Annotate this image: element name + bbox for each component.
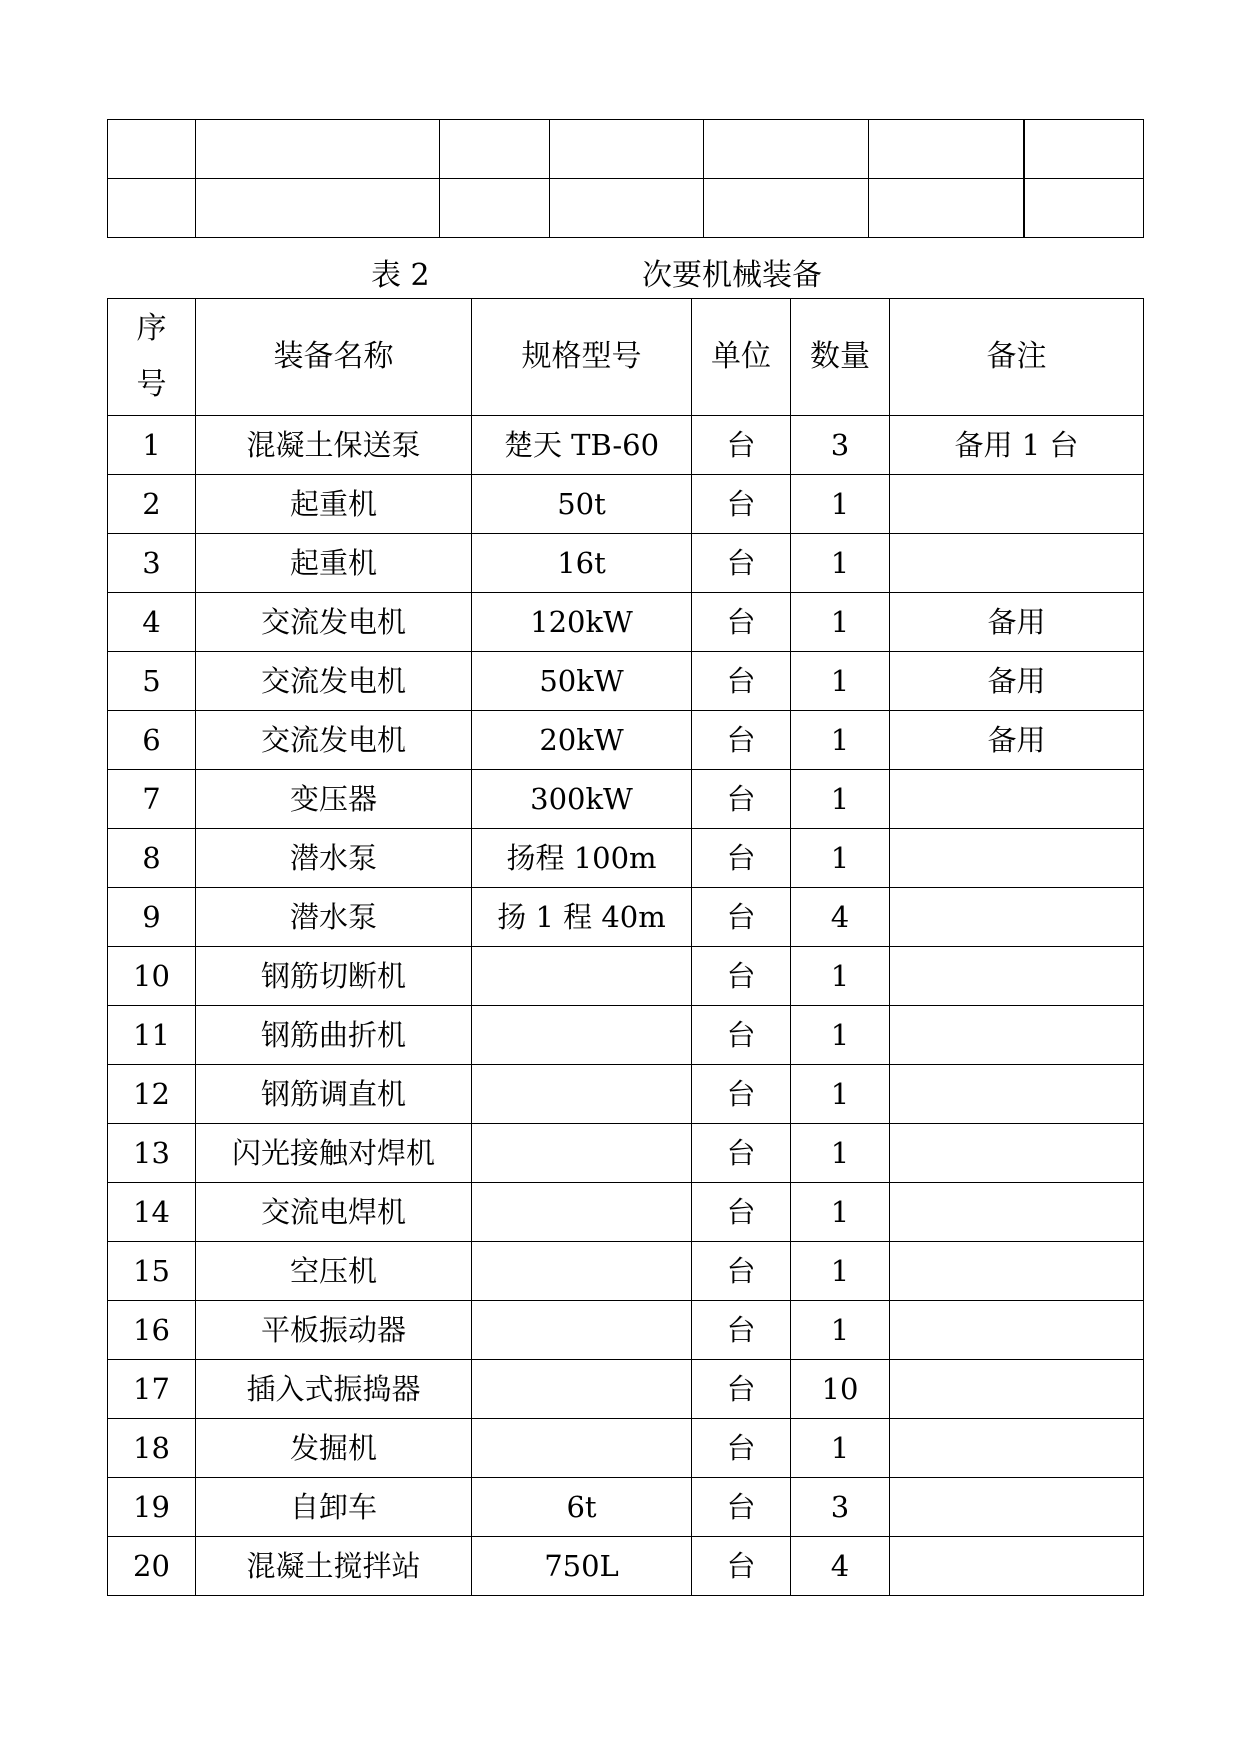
header-unit: 单位 <box>692 299 791 416</box>
cell-unit: 台 <box>692 1478 791 1537</box>
cell-unit: 台 <box>692 534 791 593</box>
cell-seq: 15 <box>108 1242 196 1301</box>
cell-name: 平板振动器 <box>196 1301 472 1360</box>
header-qty: 数量 <box>791 299 890 416</box>
cell-remark <box>890 1006 1144 1065</box>
cell-remark <box>890 1301 1144 1360</box>
cell-qty: 1 <box>791 770 890 829</box>
cell-unit: 台 <box>692 888 791 947</box>
cell-name: 起重机 <box>196 475 472 534</box>
empty-cell <box>108 179 196 238</box>
cell-seq: 9 <box>108 888 196 947</box>
table-row <box>108 1537 1144 1596</box>
empty-table-row <box>108 120 1144 179</box>
table-row <box>108 1301 1144 1360</box>
cell-spec <box>472 1006 692 1065</box>
cell-unit: 台 <box>692 1419 791 1478</box>
cell-spec <box>472 1419 692 1478</box>
cell-unit: 台 <box>692 947 791 1006</box>
cell-qty: 1 <box>791 1419 890 1478</box>
cell-qty: 1 <box>791 947 890 1006</box>
cell-remark <box>890 1360 1144 1419</box>
cell-unit: 台 <box>692 475 791 534</box>
header-seq-line1: 序 <box>136 311 167 346</box>
cell-name: 钢筋曲折机 <box>196 1006 472 1065</box>
cell-unit: 台 <box>692 1006 791 1065</box>
table-row <box>108 1124 1144 1183</box>
empty-cell <box>108 120 196 179</box>
cell-remark: 备用 <box>890 652 1144 711</box>
table-row <box>108 1419 1144 1478</box>
cell-name: 交流电焊机 <box>196 1183 472 1242</box>
cell-remark <box>890 770 1144 829</box>
cell-seq: 20 <box>108 1537 196 1596</box>
empty-cell <box>1024 179 1144 238</box>
empty-cell <box>440 179 550 238</box>
cell-remark <box>890 1183 1144 1242</box>
cell-seq: 17 <box>108 1360 196 1419</box>
empty-cell <box>869 179 1024 238</box>
cell-name: 闪光接触对焊机 <box>196 1124 472 1183</box>
table-row <box>108 770 1144 829</box>
cell-spec: 扬 1 程 40m <box>472 888 692 947</box>
cell-remark: 备用 <box>890 711 1144 770</box>
cell-spec: 300kW <box>472 770 692 829</box>
table-title: 次要机械装备 <box>642 258 822 293</box>
cell-remark <box>890 947 1144 1006</box>
cell-unit: 台 <box>692 1301 791 1360</box>
cell-remark: 备用 1 台 <box>890 416 1144 475</box>
cell-name: 混凝土保送泵 <box>196 416 472 475</box>
cell-remark <box>890 534 1144 593</box>
table-row <box>108 1006 1144 1065</box>
cell-name: 潜水泵 <box>196 888 472 947</box>
cell-remark <box>890 829 1144 888</box>
cell-spec <box>472 1183 692 1242</box>
table-row <box>108 1065 1144 1124</box>
cell-qty: 1 <box>791 652 890 711</box>
cell-remark: 备用 <box>890 593 1144 652</box>
cell-spec <box>472 1360 692 1419</box>
cell-spec: 16t <box>472 534 692 593</box>
empty-cell <box>1024 120 1144 179</box>
cell-unit: 台 <box>692 1360 791 1419</box>
table-row <box>108 416 1144 475</box>
cell-seq: 2 <box>108 475 196 534</box>
cell-spec: 扬程 100m <box>472 829 692 888</box>
cell-remark <box>890 888 1144 947</box>
cell-qty: 1 <box>791 1124 890 1183</box>
cell-qty: 1 <box>791 829 890 888</box>
table-body <box>108 416 1144 1596</box>
cell-name: 潜水泵 <box>196 829 472 888</box>
empty-cell <box>550 179 704 238</box>
cell-seq: 10 <box>108 947 196 1006</box>
empty-cell <box>704 120 869 179</box>
table-row <box>108 593 1144 652</box>
cell-seq: 7 <box>108 770 196 829</box>
cell-seq: 6 <box>108 711 196 770</box>
cell-qty: 1 <box>791 1183 890 1242</box>
cell-seq: 11 <box>108 1006 196 1065</box>
cell-unit: 台 <box>692 416 791 475</box>
cell-qty: 1 <box>791 475 890 534</box>
cell-seq: 19 <box>108 1478 196 1537</box>
cell-spec <box>472 947 692 1006</box>
cell-qty: 1 <box>791 1301 890 1360</box>
cell-qty: 1 <box>791 1065 890 1124</box>
cell-qty: 1 <box>791 534 890 593</box>
table-row <box>108 1242 1144 1301</box>
table-row <box>108 829 1144 888</box>
cell-remark <box>890 1242 1144 1301</box>
cell-name: 插入式振捣器 <box>196 1360 472 1419</box>
cell-qty: 4 <box>791 888 890 947</box>
cell-qty: 1 <box>791 593 890 652</box>
cell-seq: 8 <box>108 829 196 888</box>
cell-name: 钢筋调直机 <box>196 1065 472 1124</box>
empty-cell <box>869 120 1024 179</box>
cell-remark <box>890 1124 1144 1183</box>
cell-remark <box>890 1419 1144 1478</box>
cell-seq: 13 <box>108 1124 196 1183</box>
empty-table-row <box>108 179 1144 238</box>
cell-spec <box>472 1065 692 1124</box>
previous-table-continuation <box>107 119 1144 238</box>
cell-unit: 台 <box>692 652 791 711</box>
cell-qty: 3 <box>791 416 890 475</box>
empty-cell <box>704 179 869 238</box>
cell-unit: 台 <box>692 593 791 652</box>
table-caption <box>107 256 1143 296</box>
cell-unit: 台 <box>692 770 791 829</box>
cell-remark <box>890 1537 1144 1596</box>
equipment-table <box>107 298 1144 1596</box>
cell-name: 钢筋切断机 <box>196 947 472 1006</box>
cell-unit: 台 <box>692 1242 791 1301</box>
cell-spec: 6t <box>472 1478 692 1537</box>
table-row <box>108 1183 1144 1242</box>
table-row <box>108 1360 1144 1419</box>
cell-spec <box>472 1242 692 1301</box>
table-row <box>108 652 1144 711</box>
cell-qty: 4 <box>791 1537 890 1596</box>
cell-spec: 750L <box>472 1537 692 1596</box>
empty-cell <box>550 120 704 179</box>
cell-name: 起重机 <box>196 534 472 593</box>
cell-spec: 楚天 TB-60 <box>472 416 692 475</box>
cell-unit: 台 <box>692 1183 791 1242</box>
table-row <box>108 711 1144 770</box>
cell-name: 交流发电机 <box>196 652 472 711</box>
cell-name: 交流发电机 <box>196 711 472 770</box>
cell-seq: 1 <box>108 416 196 475</box>
cell-qty: 1 <box>791 711 890 770</box>
table-row <box>108 947 1144 1006</box>
cell-unit: 台 <box>692 1065 791 1124</box>
cell-unit: 台 <box>692 1124 791 1183</box>
table-row <box>108 1478 1144 1537</box>
cell-unit: 台 <box>692 1537 791 1596</box>
cell-seq: 12 <box>108 1065 196 1124</box>
header-row <box>108 299 1144 416</box>
empty-cell <box>196 120 440 179</box>
cell-unit: 台 <box>692 711 791 770</box>
cell-qty: 3 <box>791 1478 890 1537</box>
cell-spec <box>472 1301 692 1360</box>
table-number: 表 2 <box>371 258 430 293</box>
table-row <box>108 475 1144 534</box>
header-seq <box>108 299 196 416</box>
cell-spec: 20kW <box>472 711 692 770</box>
cell-seq: 4 <box>108 593 196 652</box>
header-name: 装备名称 <box>196 299 472 416</box>
cell-remark <box>890 475 1144 534</box>
cell-spec: 50t <box>472 475 692 534</box>
cell-unit: 台 <box>692 829 791 888</box>
cell-spec <box>472 1124 692 1183</box>
cell-name: 空压机 <box>196 1242 472 1301</box>
cell-seq: 14 <box>108 1183 196 1242</box>
table-row <box>108 888 1144 947</box>
header-spec: 规格型号 <box>472 299 692 416</box>
cell-spec: 120kW <box>472 593 692 652</box>
empty-cell <box>440 120 550 179</box>
header-seq-line2: 号 <box>136 367 167 402</box>
cell-name: 变压器 <box>196 770 472 829</box>
cell-name: 发掘机 <box>196 1419 472 1478</box>
cell-remark <box>890 1478 1144 1537</box>
cell-spec: 50kW <box>472 652 692 711</box>
cell-seq: 5 <box>108 652 196 711</box>
cell-qty: 1 <box>791 1006 890 1065</box>
cell-name: 混凝土搅拌站 <box>196 1537 472 1596</box>
cell-remark <box>890 1065 1144 1124</box>
cell-seq: 3 <box>108 534 196 593</box>
cell-name: 自卸车 <box>196 1478 472 1537</box>
header-remark: 备注 <box>890 299 1144 416</box>
cell-seq: 18 <box>108 1419 196 1478</box>
table-row <box>108 534 1144 593</box>
empty-cell <box>196 179 440 238</box>
cell-name: 交流发电机 <box>196 593 472 652</box>
cell-qty: 1 <box>791 1242 890 1301</box>
cell-qty: 10 <box>791 1360 890 1419</box>
cell-seq: 16 <box>108 1301 196 1360</box>
